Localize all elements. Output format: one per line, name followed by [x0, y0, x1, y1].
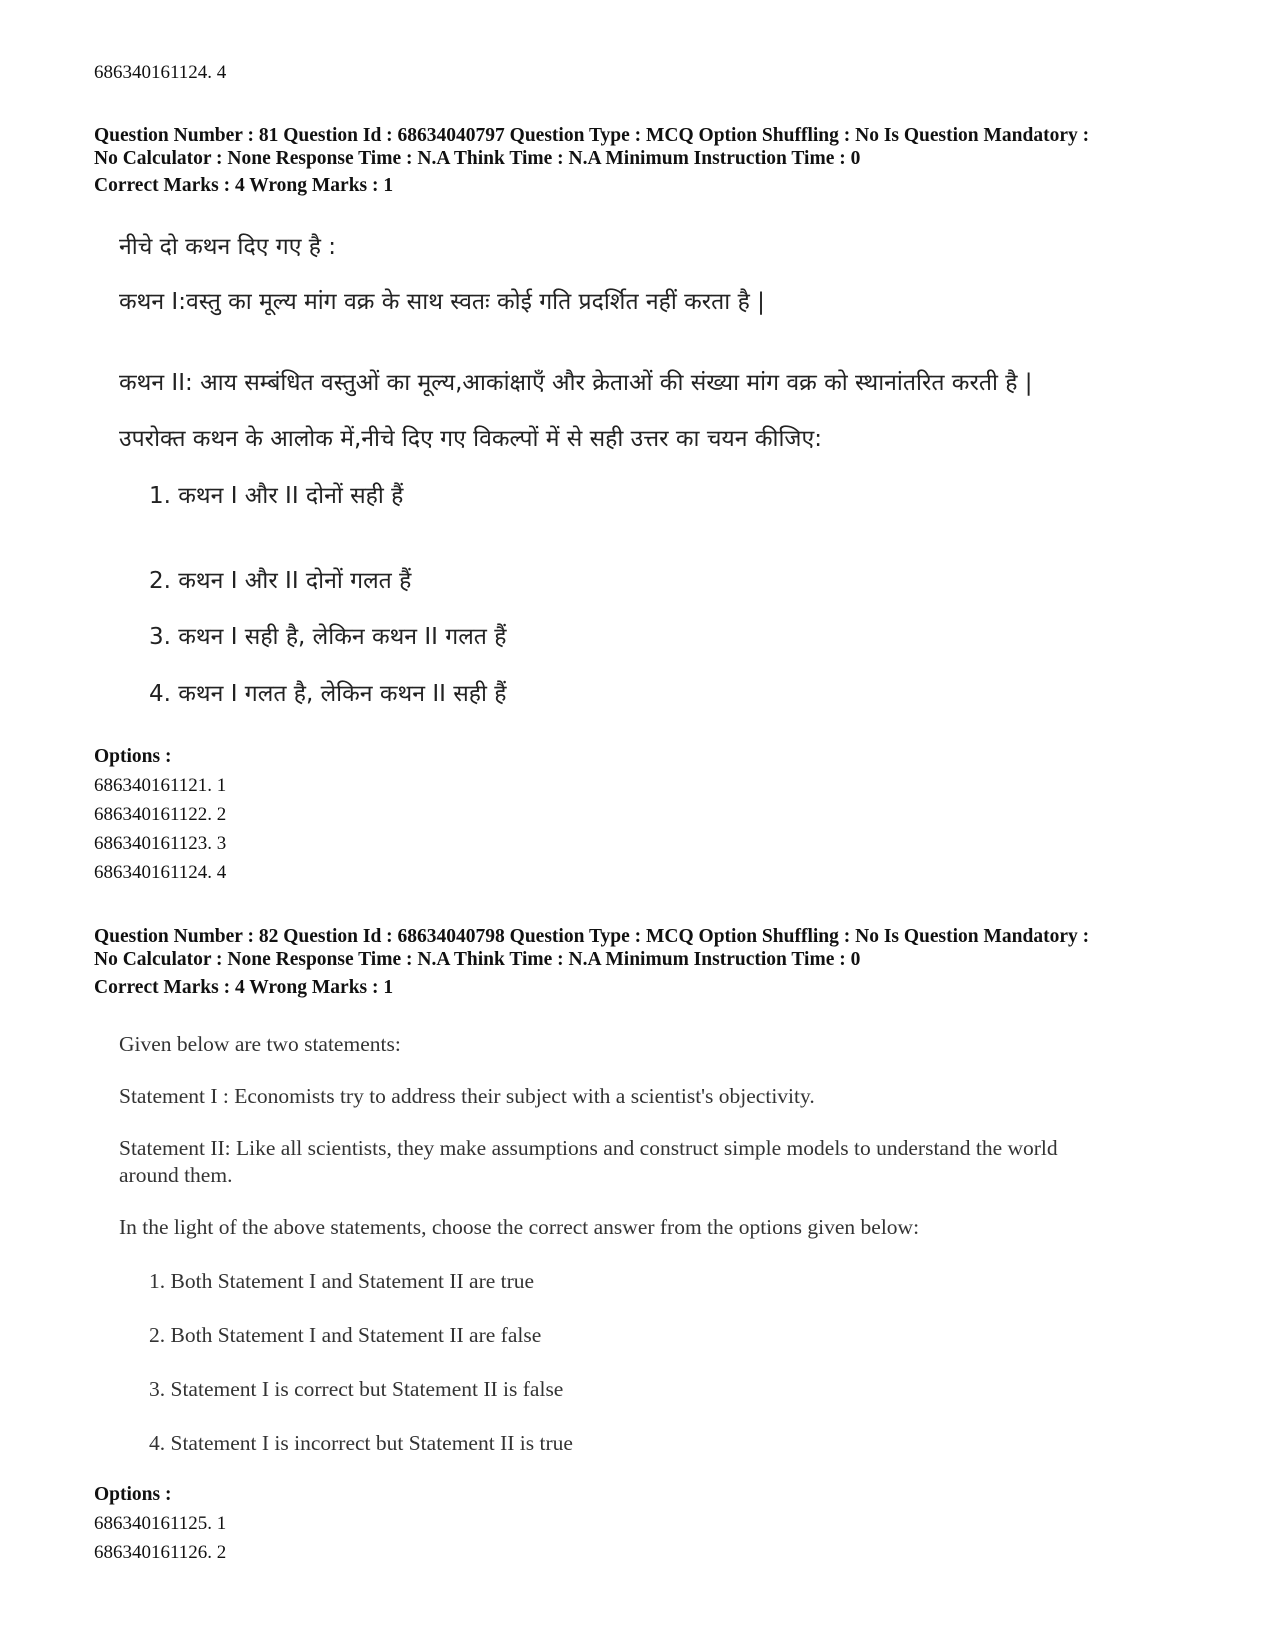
- q82-options-label: Options :: [94, 1484, 172, 1505]
- q81-intro: नीचे दो कथन दिए गए है :: [119, 234, 337, 260]
- q82-meta-line1: Question Number : 82 Question Id : 68634040798 Question Type : MCQ Option Shuffling : No Is Question Mandatory :: [94, 926, 1090, 947]
- q81-option-3: 686340161123. 3: [94, 833, 227, 854]
- prev-question-last-option: 686340161124. 4: [94, 62, 227, 83]
- q81-options-label: Options :: [94, 746, 172, 767]
- q82-choice-4: 4. Statement I is incorrect but Statement II is true: [149, 1431, 573, 1455]
- q81-instruction: उपरोक्त कथन के आलोक में,नीचे दिए गए विकल्पों में से सही उत्तर का चयन कीजिए:: [119, 426, 822, 452]
- q81-choice-4: 4. कथन I गलत है, लेकिन कथन II सही हैं: [149, 681, 507, 707]
- q82-statement-2-line-2: around them.: [119, 1163, 233, 1187]
- q82-intro: Given below are two statements:: [119, 1032, 401, 1056]
- q82-choice-1: 1. Both Statement I and Statement II are true: [149, 1269, 535, 1293]
- q82-option-1: 686340161125. 1: [94, 1513, 227, 1534]
- q82-choice-2: 2. Both Statement I and Statement II are false: [149, 1323, 542, 1347]
- q82-statement-2-line-1: Statement II: Like all scientists, they make assumptions and construct simple models to understand the world: [119, 1136, 1058, 1160]
- q81-choice-2: 2. कथन I और II दोनों गलत हैं: [149, 568, 412, 594]
- q81-choice-3: 3. कथन I सही है, लेकिन कथन II गलत हैं: [149, 624, 507, 650]
- q81-statement-2: कथन II: आय सम्बंधित वस्तुओं का मूल्य,आकांक्षाएँ और क्रेताओं की संख्या मांग वक्र को स्थानांतरित करती है |: [119, 370, 1033, 396]
- q82-marks: Correct Marks : 4 Wrong Marks : 1: [94, 977, 394, 998]
- q82-statement-1: Statement I : Economists try to address their subject with a scientist's objectivity.: [119, 1084, 815, 1108]
- q81-choice-1: 1. कथन I और II दोनों सही हैं: [149, 483, 404, 509]
- q81-option-2: 686340161122. 2: [94, 804, 227, 825]
- q82-choice-3: 3. Statement I is correct but Statement II is false: [149, 1377, 564, 1401]
- q81-marks: Correct Marks : 4 Wrong Marks : 1: [94, 175, 394, 196]
- q81-option-4: 686340161124. 4: [94, 862, 227, 883]
- q82-instruction: In the light of the above statements, choose the correct answer from the options given below:: [119, 1215, 920, 1239]
- q81-option-1: 686340161121. 1: [94, 775, 227, 796]
- q81-meta-line1: Question Number : 81 Question Id : 68634040797 Question Type : MCQ Option Shuffling : No Is Question Mandatory :: [94, 125, 1090, 146]
- q81-statement-1: कथन I:वस्तु का मूल्य मांग वक्र के साथ स्वतः कोई गति प्रदर्शित नहीं करता है |: [119, 289, 765, 315]
- q82-meta-line2: No Calculator : None Response Time : N.A Think Time : N.A Minimum Instruction Time : 0: [94, 949, 861, 970]
- q82-option-2: 686340161126. 2: [94, 1542, 227, 1563]
- q81-meta-line2: No Calculator : None Response Time : N.A Think Time : N.A Minimum Instruction Time : 0: [94, 148, 861, 169]
